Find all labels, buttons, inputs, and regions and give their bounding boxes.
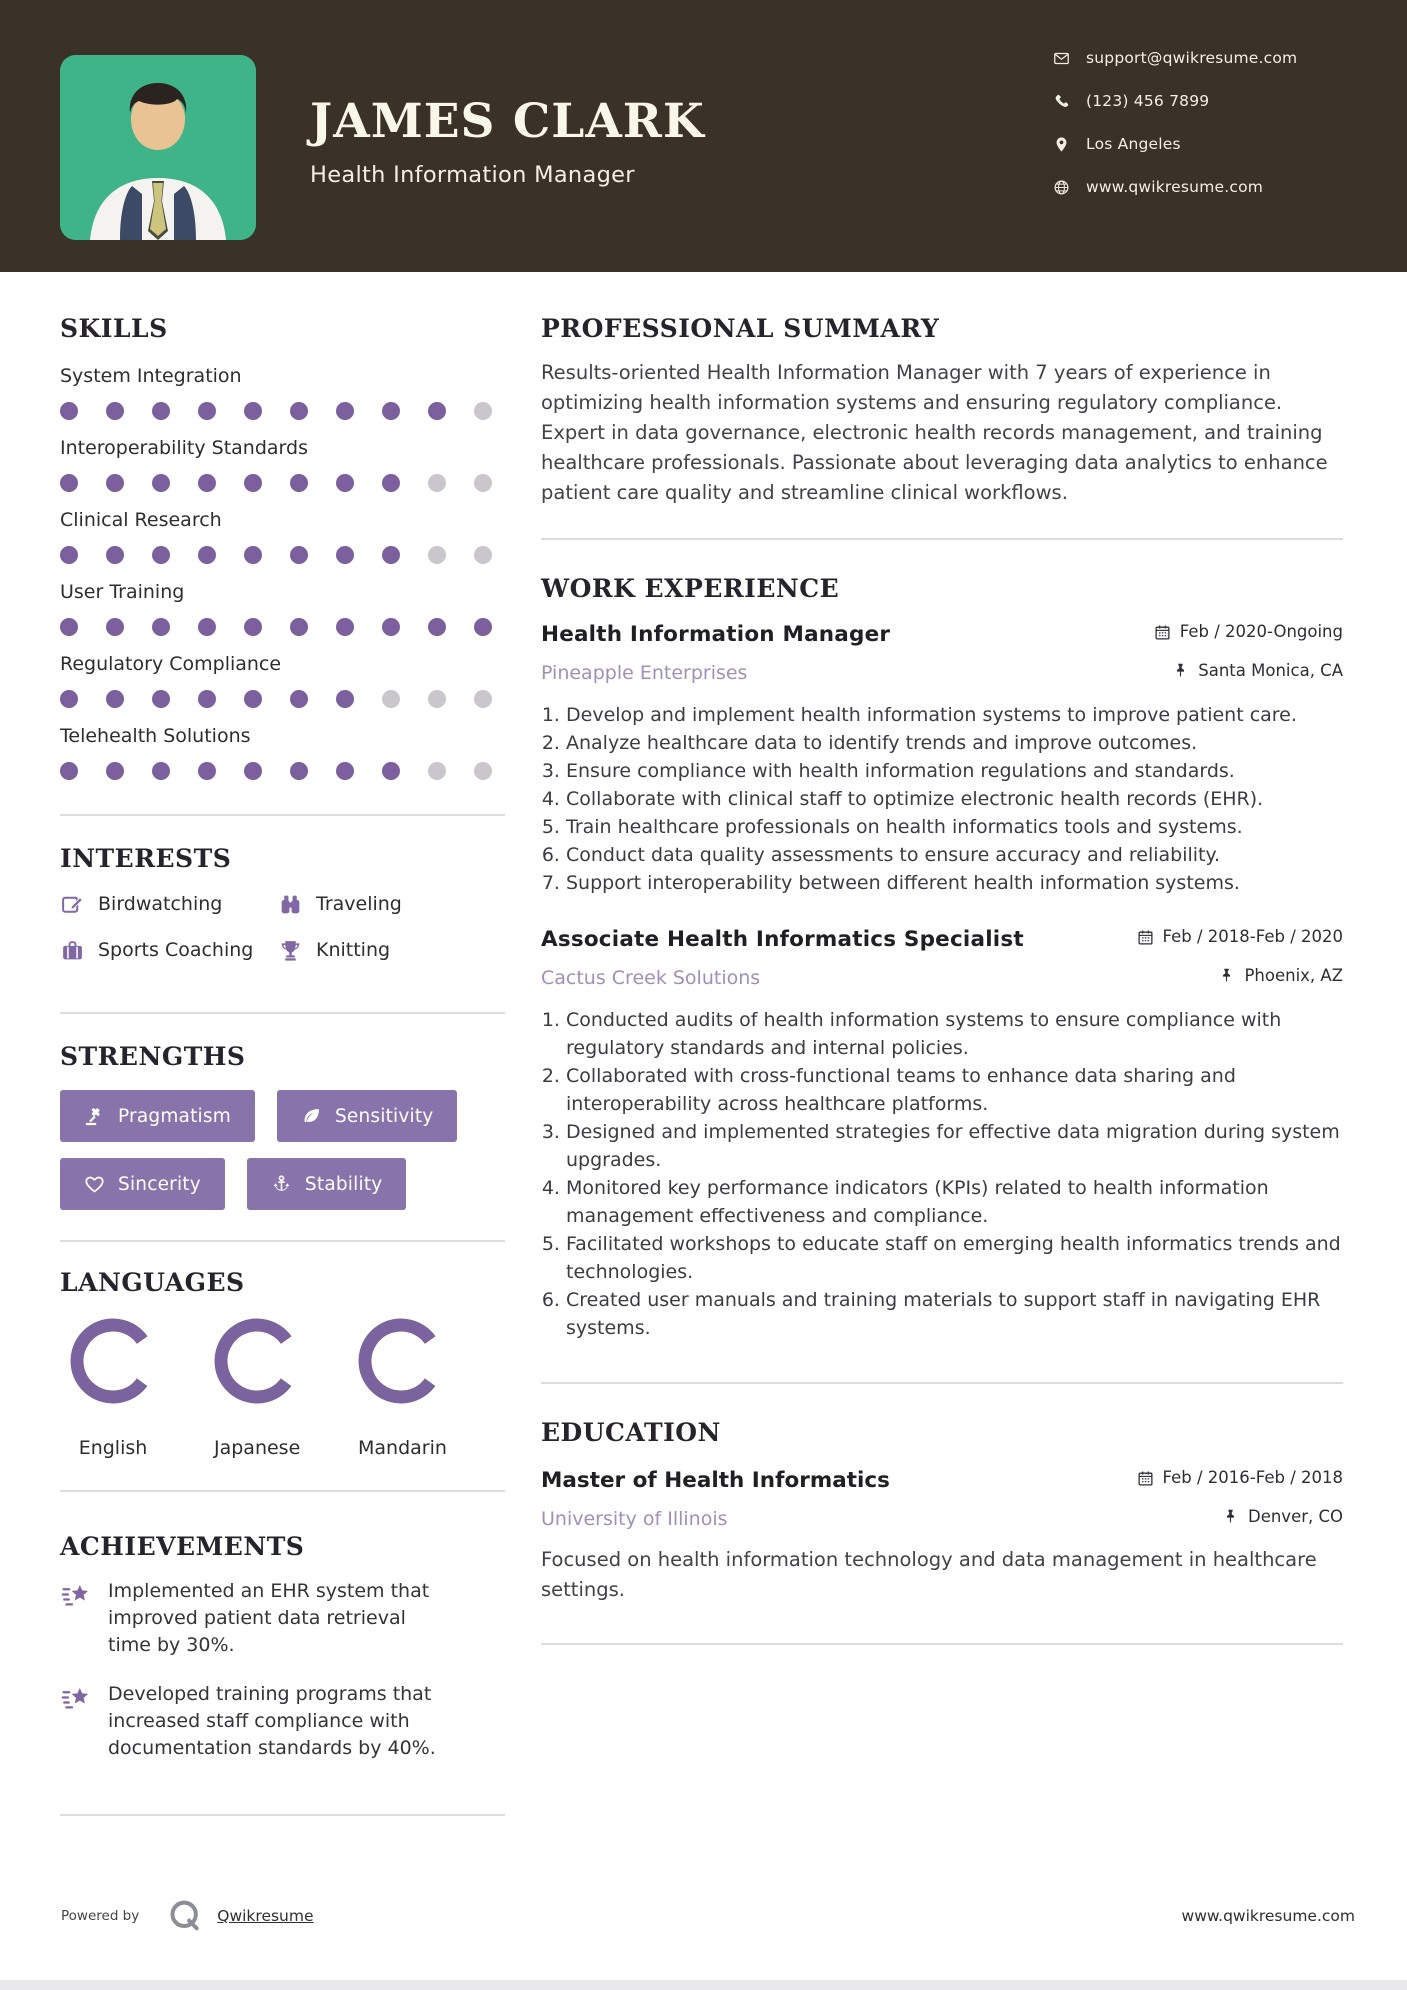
interest-item <box>278 890 505 918</box>
strength-badge <box>277 1090 458 1142</box>
strength-badge <box>60 1090 255 1142</box>
skill-dot <box>60 546 78 564</box>
calendar-icon <box>1137 929 1154 946</box>
skill-dot <box>152 618 170 636</box>
education-date-text: Feb / 2016-Feb / 2018 <box>1162 1468 1343 1487</box>
person-job-title: Health Information Manager <box>310 162 635 188</box>
skill-dot <box>336 618 354 636</box>
job-bullet: 1. Develop and implement health information systems to improve patient care. <box>566 701 1343 729</box>
calendar-icon <box>1154 624 1171 641</box>
skill-dot <box>60 402 78 420</box>
skill-item <box>60 436 505 492</box>
job-bullet: 1. Conducted audits of health information systems to ensure compliance with regulatory standards and internal policies. <box>566 1006 1343 1062</box>
divider <box>541 1643 1343 1645</box>
language-level-ring <box>358 1318 444 1404</box>
skill-dot <box>152 546 170 564</box>
skill-dot <box>244 690 262 708</box>
strengths-list <box>60 1090 505 1210</box>
skill-dot <box>290 546 308 564</box>
divider <box>60 1814 505 1816</box>
skill-dot <box>428 474 446 492</box>
skill-dot <box>198 402 216 420</box>
contact-email-text[interactable]: support@qwikresume.com <box>1086 49 1298 67</box>
name-block <box>310 96 705 188</box>
job-bullet-list <box>541 1006 1343 1342</box>
job-bullet: 5. Train healthcare professionals on health informatics tools and systems. <box>566 813 1343 841</box>
footer-branding <box>48 1896 314 1936</box>
calendar-icon <box>1137 1470 1154 1487</box>
strength-label: Pragmatism <box>118 1105 231 1127</box>
job-bullet: 3. Designed and implemented strategies for effective data migration during system upgrades. <box>566 1118 1343 1174</box>
interest-label: Birdwatching <box>98 893 223 915</box>
main-column <box>541 272 1343 1645</box>
skill-level-dots <box>60 402 505 420</box>
skill-dot <box>336 402 354 420</box>
job-bullet: 3. Ensure compliance with health information regulations and standards. <box>566 757 1343 785</box>
skill-dot <box>244 474 262 492</box>
skill-dot <box>428 618 446 636</box>
interest-item <box>278 936 505 964</box>
interest-label: Sports Coaching <box>98 939 254 961</box>
strength-label: Sincerity <box>118 1173 201 1195</box>
skill-dot <box>106 762 124 780</box>
job-location-text: Phoenix, AZ <box>1244 965 1343 985</box>
job-bullet: 6. Created user manuals and training materials to support staff in navigating EHR systems. <box>566 1286 1343 1342</box>
badge-row <box>60 1090 505 1142</box>
skill-dot <box>290 618 308 636</box>
profile-photo-illustration <box>60 55 256 240</box>
skill-dot <box>428 402 446 420</box>
work-experience-heading: WORK EXPERIENCE <box>541 574 840 603</box>
strength-label: Sensitivity <box>334 1105 434 1127</box>
leaf-icon <box>301 1106 322 1127</box>
interest-item <box>60 890 278 918</box>
skill-dot <box>474 762 492 780</box>
skill-dot <box>152 402 170 420</box>
skill-label: System Integration <box>60 365 242 387</box>
job-location-text: Santa Monica, CA <box>1198 660 1343 680</box>
education-heading: EDUCATION <box>541 1418 721 1447</box>
job-subheader-row <box>541 659 1343 686</box>
skill-dot <box>60 762 78 780</box>
divider <box>60 1240 505 1242</box>
job-company: Cactus Creek Solutions <box>541 967 761 989</box>
language-item <box>358 1318 447 1460</box>
skill-dot <box>152 762 170 780</box>
language-label: Japanese <box>214 1437 301 1459</box>
language-level-ring <box>70 1318 156 1404</box>
language-label: English <box>78 1437 148 1459</box>
contact-website-text[interactable]: www.qwikresume.com <box>1086 178 1264 196</box>
strength-badge <box>247 1158 407 1210</box>
skill-dot <box>244 618 262 636</box>
summary-text: Results-oriented Health Information Manager with 7 years of experience in optimizing health information systems and ensuring regulatory compliance. Expert in data governance, electronic health records management, and training healthcare professionals. Passionate about leveraging data analytics to enhance patient care quality and streamline clinical workflows. <box>541 361 1328 504</box>
divider <box>60 1012 505 1014</box>
job-title: Health Information Manager <box>541 621 891 647</box>
trophy-icon <box>278 938 303 963</box>
achievement-item <box>60 1578 505 1659</box>
job-bullet: 5. Facilitated workshops to educate staff on emerging health informatics trends and technologies. <box>566 1230 1343 1286</box>
job-bullet: 7. Support interoperability between different health information systems. <box>566 869 1343 897</box>
job-bullet: 4. Monitored key performance indicators (KPIs) related to health information management effectiveness and compliance. <box>566 1174 1343 1230</box>
skill-level-dots <box>60 546 505 564</box>
phone-icon <box>1053 93 1070 110</box>
skill-dot <box>336 546 354 564</box>
skill-dot <box>244 762 262 780</box>
divider <box>60 1490 505 1492</box>
footer-website-link[interactable]: www.qwikresume.com <box>1181 1907 1355 1925</box>
divider <box>541 1382 1343 1384</box>
interests-heading: INTERESTS <box>60 844 232 873</box>
job-date <box>1137 923 1343 951</box>
skill-dot <box>60 474 78 492</box>
skill-dot <box>428 762 446 780</box>
skill-dot <box>336 762 354 780</box>
skill-item <box>60 580 505 636</box>
skill-dot <box>428 690 446 708</box>
skill-item <box>60 364 505 420</box>
skill-dot <box>198 474 216 492</box>
skill-item <box>60 652 505 708</box>
badge-row <box>60 1158 505 1210</box>
skill-dot <box>152 474 170 492</box>
footer <box>48 1896 1355 1936</box>
skill-dot <box>106 690 124 708</box>
skill-dot <box>382 474 400 492</box>
interest-label: Traveling <box>316 893 402 915</box>
contact-phone <box>1053 90 1297 112</box>
skills-heading: SKILLS <box>60 314 168 343</box>
skill-level-dots <box>60 618 505 636</box>
skill-dot <box>474 546 492 564</box>
shooting-star-icon <box>60 1580 94 1614</box>
pencil-edit-icon <box>60 892 85 917</box>
pushpin-icon <box>1172 662 1189 679</box>
achievement-item <box>60 1681 505 1762</box>
skill-item <box>60 724 505 780</box>
skill-item <box>60 508 505 564</box>
interests-list <box>60 890 505 964</box>
envelope-icon <box>1053 50 1070 67</box>
powered-by-text: Powered by <box>61 1908 140 1924</box>
skill-dot <box>336 474 354 492</box>
divider <box>60 814 505 816</box>
skill-dot <box>428 546 446 564</box>
binoculars-icon <box>278 892 303 917</box>
profile-photo <box>60 55 256 240</box>
summary-heading: PROFESSIONAL SUMMARY <box>541 314 940 343</box>
skill-dot <box>290 402 308 420</box>
job-company: Pineapple Enterprises <box>541 662 748 684</box>
job-bullet: 2. Analyze healthcare data to identify trends and improve outcomes. <box>566 729 1343 757</box>
globe-icon <box>1053 179 1070 196</box>
strength-badge <box>60 1158 225 1210</box>
skill-dot <box>474 474 492 492</box>
shooting-star-icon <box>60 1683 94 1717</box>
contact-list <box>1053 47 1297 219</box>
contact-location <box>1053 133 1297 155</box>
pushpin-icon <box>1218 967 1235 984</box>
header <box>0 0 1407 272</box>
education-entry <box>541 1464 1343 1605</box>
education-school: University of Illinois <box>541 1508 728 1530</box>
interest-item <box>60 936 278 964</box>
interest-label: Knitting <box>316 939 391 961</box>
education-location-text: Denver, CO <box>1247 1506 1343 1526</box>
skill-dot <box>198 762 216 780</box>
anchor-icon <box>271 1174 292 1195</box>
skill-dot <box>474 690 492 708</box>
education-subheader-row <box>541 1505 1343 1532</box>
skill-level-dots <box>60 690 505 708</box>
job-date <box>1154 618 1343 646</box>
skill-dot <box>198 546 216 564</box>
skill-dot <box>106 618 124 636</box>
achievements-heading: ACHIEVEMENTS <box>60 1532 305 1561</box>
skill-dot <box>106 402 124 420</box>
skill-dot <box>244 546 262 564</box>
skill-dot <box>336 690 354 708</box>
skill-dot <box>290 690 308 708</box>
contact-location-text: Los Angeles <box>1086 135 1181 153</box>
skill-label: Interoperability Standards <box>60 437 308 459</box>
job-date-text: Feb / 2018-Feb / 2020 <box>1162 927 1343 946</box>
job-subheader-row <box>541 964 1343 991</box>
skill-dot <box>382 618 400 636</box>
skill-dot <box>152 690 170 708</box>
skill-dot <box>60 618 78 636</box>
skill-dot <box>106 474 124 492</box>
job-location <box>1218 964 1343 988</box>
briefcase-icon <box>60 938 85 963</box>
skill-dot <box>382 690 400 708</box>
skill-label: User Training <box>60 581 185 603</box>
divider <box>541 538 1343 540</box>
skill-dot <box>290 762 308 780</box>
skill-label: Regulatory Compliance <box>60 653 282 675</box>
achievement-text: Implemented an EHR system that improved patient data retrieval time by 30%. <box>108 1580 430 1656</box>
job-bullet: 4. Collaborate with clinical staff to optimize electronic health records (EHR). <box>566 785 1343 813</box>
skill-dot <box>382 762 400 780</box>
job-entry <box>541 618 1343 897</box>
strength-label: Stability <box>304 1173 383 1195</box>
sidebar <box>48 272 505 1816</box>
skill-dot <box>198 618 216 636</box>
heart-icon <box>84 1174 105 1195</box>
job-bullet-list <box>541 701 1343 897</box>
contact-email <box>1053 47 1297 69</box>
skill-dot <box>474 618 492 636</box>
achievement-text: Developed training programs that increased staff compliance with documentation standards by 40%. <box>108 1683 436 1759</box>
skill-dot <box>382 402 400 420</box>
achievements-list <box>60 1578 505 1762</box>
skill-level-dots <box>60 474 505 492</box>
skill-dot <box>244 402 262 420</box>
job-title: Associate Health Informatics Specialist <box>541 926 1024 952</box>
pushpin-icon <box>1222 1508 1239 1525</box>
qwikresume-logo <box>165 1896 205 1936</box>
job-bullet: 2. Collaborated with cross-functional teams to enhance data sharing and interoperability across healthcare platforms. <box>566 1062 1343 1118</box>
skills-list <box>60 364 505 780</box>
skill-dot <box>60 690 78 708</box>
person-name: JAMES CLARK <box>310 94 705 149</box>
skill-level-dots <box>60 762 505 780</box>
skill-dot <box>474 402 492 420</box>
content <box>0 272 1407 1816</box>
job-header-row <box>541 618 1343 649</box>
page-bottom-strip <box>0 1980 1407 1990</box>
contact-website <box>1053 176 1297 198</box>
job-entry <box>541 923 1343 1342</box>
job-date-text: Feb / 2020-Ongoing <box>1179 622 1343 641</box>
contact-phone-text: (123) 456 7899 <box>1086 92 1210 110</box>
education-degree: Master of Health Informatics <box>541 1467 890 1493</box>
languages-heading: LANGUAGES <box>60 1268 245 1297</box>
education-date <box>1137 1464 1343 1492</box>
skill-dot <box>106 546 124 564</box>
skill-label: Telehealth Solutions <box>60 725 251 747</box>
map-pin-icon <box>1053 136 1070 153</box>
gavel-icon <box>84 1106 105 1127</box>
languages-list <box>60 1318 505 1460</box>
skill-label: Clinical Research <box>60 509 222 531</box>
education-description: Focused on health information technology and data management in healthcare settings. <box>541 1548 1317 1601</box>
qwikresume-link[interactable]: Qwikresume <box>217 1907 314 1925</box>
language-item <box>70 1318 156 1460</box>
language-item <box>214 1318 300 1460</box>
skill-dot <box>290 474 308 492</box>
job-bullet: 6. Conduct data quality assessments to ensure accuracy and reliability. <box>566 841 1343 869</box>
skill-dot <box>198 690 216 708</box>
strengths-heading: STRENGTHS <box>60 1042 246 1071</box>
skill-dot <box>382 546 400 564</box>
job-location <box>1172 659 1343 683</box>
education-header-row <box>541 1464 1343 1495</box>
language-level-ring <box>214 1318 300 1404</box>
language-label: Mandarin <box>358 1437 447 1459</box>
job-header-row <box>541 923 1343 954</box>
education-location <box>1222 1505 1343 1529</box>
